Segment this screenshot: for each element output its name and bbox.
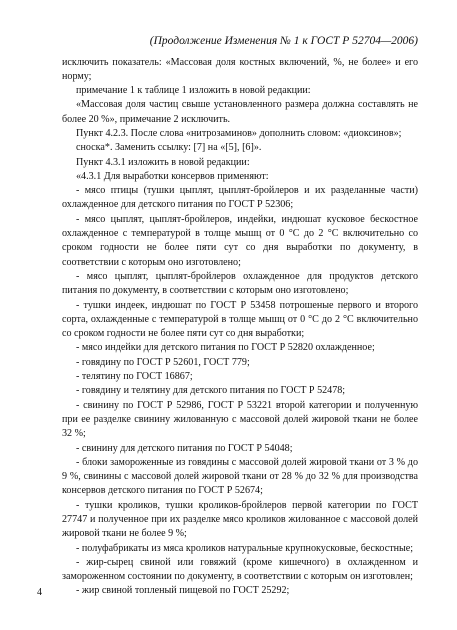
paragraph: - мясо цыплят, цыплят-бройлеров охлажденное для продуктов детского питания по документу, в соответствии с которым оно изготовлено;: [62, 270, 418, 297]
page-number: 4: [37, 587, 42, 598]
paragraph: - тушки индеек, индюшат по ГОСТ Р 53458 потрошеные первого и второго сорта, охлажденные с температурой в толще мышц от 0 °С до 2 °С включительно со сроком годности не более пяти сут со дня выработки;: [62, 299, 418, 340]
paragraph: - тушки кроликов, тушки кроликов-бройлеров первой категории по ГОСТ 27747 и полученное при их разделке мясо кроликов жилованное с массовой долей жировой ткани не более 9 %;: [62, 499, 418, 540]
paragraph: - полуфабрикаты из мяса кроликов натуральные крупнокусковые, бескостные;: [76, 542, 414, 554]
paragraph: - мясо индейки для детского питания по ГОСТ Р 52820 охлажденное;: [76, 342, 375, 354]
body-text: [62, 56, 418, 599]
paragraph: Пункт 4.2.3. После слова «нитрозаминов» дополнить словом: «диоксинов»;: [76, 127, 402, 139]
paragraph: - мясо птицы (тушки цыплят, цыплят-бройлеров и их разделанные части) охлажденное для детского питания по ГОСТ Р 52306;: [62, 185, 418, 211]
paragraph: - жир свиной топленый пищевой по ГОСТ 25292;: [76, 585, 290, 597]
paragraph: - мясо цыплят, цыплят-бройлеров, индейки, индюшат кусковое бескостное охлажденное с температурой в толще мышц от 0 °С до 2 °С включительно со сроком годности не более пяти сут со дня выработки по документу, в соответствии с которым оно изготовлено;: [62, 213, 418, 268]
paragraph: - говядину и телятину для детского питания по ГОСТ Р 52478;: [76, 385, 346, 397]
paragraph: - говядину по ГОСТ Р 52601, ГОСТ 779;: [76, 356, 250, 368]
paragraph: - свинину для детского питания по ГОСТ Р 54048;: [76, 442, 293, 454]
paragraph: сноска*. Заменить ссылку: [7] на «[5], [6]».: [76, 142, 262, 154]
paragraph: - свинину по ГОСТ Р 52986, ГОСТ Р 53221 второй категории и полученную при ее разделке свинину жилованную с массовой долей жировой ткани не более 32 %;: [62, 399, 418, 440]
paragraph: исключить показатель: «Массовая доля костных включений, %, не более» и его норму;: [62, 56, 418, 82]
paragraph: «4.3.1 Для выработки консервов применяют:: [76, 170, 269, 182]
paragraph: - блоки замороженные из говядины с массовой долей жировой ткани от 3 % до 9 %, свинины с массовой долей жировой ткани от 28 % до 32 % для производства консервов детского питания по ГОСТ Р 52674;: [62, 456, 418, 497]
paragraph: - телятину по ГОСТ 16867;: [76, 371, 193, 383]
paragraph: «Массовая доля частиц свыше установленного размера должна составлять не более 20 %», примечание 2 исключить.: [62, 99, 418, 125]
paragraph: примечание 1 к таблице 1 изложить в новой редакции:: [76, 85, 311, 97]
running-header: (Продолжение Изменения № 1 к ГОСТ Р 52704—2006): [149, 35, 418, 47]
paragraph: - жир-сырец свиной или говяжий (кроме кишечного) в охлажденном и замороженном состоянии по документу, в соответствии с которым он изготовлен;: [62, 556, 418, 583]
paragraph: Пункт 4.3.1 изложить в новой редакции:: [76, 156, 250, 168]
